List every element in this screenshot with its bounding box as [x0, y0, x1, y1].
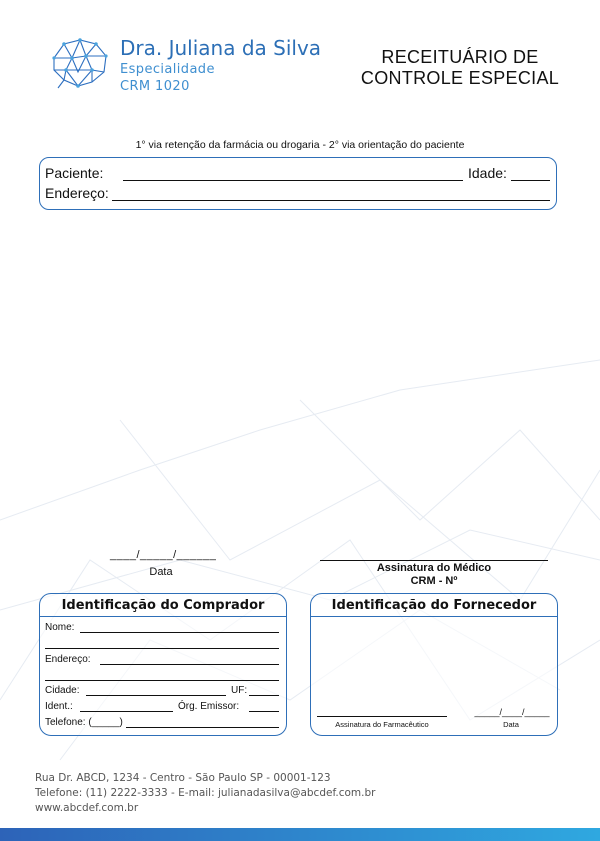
buyer-uf-line[interactable] [249, 695, 279, 696]
doctor-name: Dra. Juliana da Silva [120, 36, 322, 60]
date-label: Data [149, 566, 173, 578]
supplier-divider [311, 616, 557, 617]
buyer-city-label: Cidade: [45, 685, 80, 696]
buyer-issuer-label: Órg. Emissor: [178, 701, 240, 712]
document-title [360, 47, 560, 89]
title-line-2: CONTROLE ESPECIAL [360, 68, 560, 88]
via-instructions: 1° via retenção da farmácia ou drogaria - 2° via orientação do paciente [135, 139, 465, 151]
footer-address: Rua Dr. ABCD, 1234 - Centro - São Paulo SP - 00001-123 [35, 772, 331, 784]
brain-network-icon [48, 36, 110, 90]
doctor-signature-line[interactable] [320, 560, 548, 561]
buyer-name-line[interactable] [80, 632, 279, 633]
supplier-title: Identificação do Fornecedor [331, 598, 537, 613]
doctor-crm: CRM 1020 [120, 79, 190, 94]
signature-caption: Assinatura do Médico [376, 562, 492, 574]
footer-contact: Telefone: (11) 2222-3333 - E-mail: julianadasilva@abcdef.com.br [35, 787, 376, 799]
buyer-phone-label: Telefone: (_____) [45, 717, 123, 728]
doctor-signature-label [320, 562, 548, 588]
age-label: Idade: [468, 165, 507, 181]
supplier-date-field[interactable]: _____/____/_____ [474, 707, 550, 717]
footer-website: www.abcdef.com.br [35, 802, 139, 814]
date-field[interactable]: ____/_____/______ [110, 549, 217, 561]
title-line-1: RECEITUÁRIO DE [381, 47, 539, 67]
buyer-address-label: Endereço: [45, 654, 91, 665]
age-line[interactable] [511, 180, 550, 181]
buyer-city-line[interactable] [86, 695, 226, 696]
buyer-name-line-2[interactable] [45, 648, 279, 649]
buyer-ident-label: Ident.: [45, 701, 73, 712]
buyer-phone-line[interactable] [126, 727, 279, 728]
buyer-ident-line[interactable] [80, 711, 173, 712]
buyer-address-line-2[interactable] [45, 680, 279, 681]
address-line[interactable] [112, 200, 550, 201]
buyer-divider [40, 616, 286, 617]
pharmacist-signature-line[interactable] [317, 716, 447, 717]
supplier-date-label: Data [503, 720, 519, 729]
buyer-name-label: Nome: [45, 622, 75, 633]
crm-caption: CRM - Nº [410, 575, 458, 587]
buyer-address-line[interactable] [100, 664, 279, 665]
address-label: Endereço: [45, 185, 109, 201]
buyer-issuer-line[interactable] [249, 711, 279, 712]
buyer-uf-label: UF: [231, 685, 248, 696]
patient-name-line[interactable] [123, 180, 463, 181]
buyer-title: Identificação do Comprador [61, 598, 265, 613]
patient-label: Paciente: [45, 165, 104, 181]
pharmacist-signature-label: Assinatura do Farmacêutico [335, 720, 429, 729]
bottom-color-bar [0, 828, 600, 841]
doctor-specialty: Especialidade [120, 62, 215, 77]
